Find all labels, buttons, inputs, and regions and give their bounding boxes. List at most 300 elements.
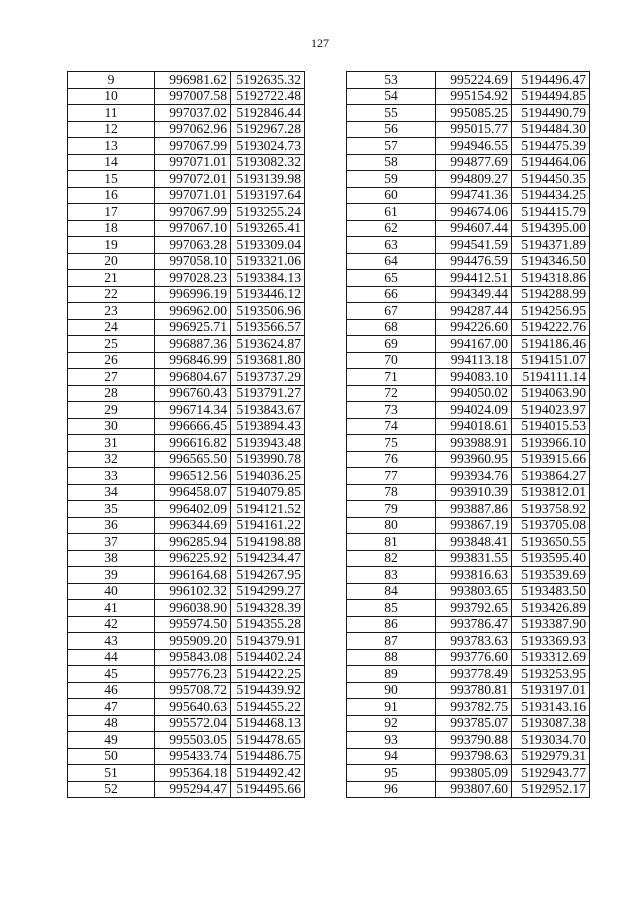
x-coordinate-cell: 994946.55 xyxy=(436,138,512,155)
table-row xyxy=(347,385,590,402)
y-coordinate-cell: 5194222.76 xyxy=(512,319,590,336)
x-coordinate-cell: 995776.23 xyxy=(155,666,231,683)
point-number-cell: 27 xyxy=(68,369,155,386)
table-row xyxy=(68,666,305,683)
x-coordinate-cell: 994541.59 xyxy=(436,237,512,254)
table-row xyxy=(68,121,305,138)
x-coordinate-cell: 996512.56 xyxy=(155,468,231,485)
table-row xyxy=(68,534,305,551)
y-coordinate-cell: 5193966.10 xyxy=(512,435,590,452)
table-row xyxy=(68,204,305,221)
table-row xyxy=(347,319,590,336)
x-coordinate-cell: 995433.74 xyxy=(155,748,231,765)
table-row xyxy=(68,682,305,699)
y-coordinate-cell: 5193034.70 xyxy=(512,732,590,749)
y-coordinate-cell: 5194468.13 xyxy=(231,715,305,732)
y-coordinate-cell: 5194494.85 xyxy=(512,88,590,105)
point-number-cell: 31 xyxy=(68,435,155,452)
point-number-cell: 79 xyxy=(347,501,436,518)
x-coordinate-cell: 993867.19 xyxy=(436,517,512,534)
table-row xyxy=(68,138,305,155)
point-number-cell: 52 xyxy=(68,781,155,798)
table-row xyxy=(347,732,590,749)
table-row xyxy=(347,72,590,89)
y-coordinate-cell: 5194186.46 xyxy=(512,336,590,353)
point-number-cell: 86 xyxy=(347,616,436,633)
table-row xyxy=(68,270,305,287)
point-number-cell: 83 xyxy=(347,567,436,584)
table-row xyxy=(347,369,590,386)
point-number-cell: 23 xyxy=(68,303,155,320)
table-row xyxy=(347,666,590,683)
x-coordinate-cell: 995843.08 xyxy=(155,649,231,666)
x-coordinate-cell: 997072.01 xyxy=(155,171,231,188)
x-coordinate-cell: 997007.58 xyxy=(155,88,231,105)
y-coordinate-cell: 5194422.25 xyxy=(231,666,305,683)
x-coordinate-cell: 997071.01 xyxy=(155,154,231,171)
x-coordinate-cell: 993780.81 xyxy=(436,682,512,699)
point-number-cell: 61 xyxy=(347,204,436,221)
x-coordinate-cell: 993805.09 xyxy=(436,765,512,782)
x-coordinate-cell: 997071.01 xyxy=(155,187,231,204)
y-coordinate-cell: 5194434.25 xyxy=(512,187,590,204)
x-coordinate-cell: 994877.69 xyxy=(436,154,512,171)
x-coordinate-cell: 993783.63 xyxy=(436,633,512,650)
y-coordinate-cell: 5194475.39 xyxy=(512,138,590,155)
point-number-cell: 95 xyxy=(347,765,436,782)
table-row xyxy=(68,220,305,237)
x-coordinate-cell: 995085.25 xyxy=(436,105,512,122)
table-row xyxy=(347,237,590,254)
point-number-cell: 22 xyxy=(68,286,155,303)
table-row xyxy=(68,319,305,336)
x-coordinate-cell: 996458.07 xyxy=(155,484,231,501)
y-coordinate-cell: 5193082.32 xyxy=(231,154,305,171)
y-coordinate-cell: 5194455.22 xyxy=(231,699,305,716)
point-number-cell: 63 xyxy=(347,237,436,254)
table-row xyxy=(347,121,590,138)
point-number-cell: 11 xyxy=(68,105,155,122)
y-coordinate-cell: 5194234.47 xyxy=(231,550,305,567)
x-coordinate-cell: 993785.07 xyxy=(436,715,512,732)
table-row xyxy=(68,402,305,419)
x-coordinate-cell: 993848.41 xyxy=(436,534,512,551)
y-coordinate-cell: 5194256.95 xyxy=(512,303,590,320)
x-coordinate-cell: 993910.39 xyxy=(436,484,512,501)
table-row xyxy=(68,352,305,369)
y-coordinate-cell: 5194379.91 xyxy=(231,633,305,650)
table-row xyxy=(347,451,590,468)
x-coordinate-cell: 996102.32 xyxy=(155,583,231,600)
table-row xyxy=(68,649,305,666)
point-number-cell: 81 xyxy=(347,534,436,551)
table-row xyxy=(68,253,305,270)
point-number-cell: 62 xyxy=(347,220,436,237)
table-row xyxy=(347,517,590,534)
table-row xyxy=(68,418,305,435)
table-row xyxy=(68,699,305,716)
point-number-cell: 18 xyxy=(68,220,155,237)
x-coordinate-cell: 994083.10 xyxy=(436,369,512,386)
table-row xyxy=(347,616,590,633)
point-number-cell: 67 xyxy=(347,303,436,320)
x-coordinate-cell: 995503.05 xyxy=(155,732,231,749)
point-number-cell: 74 xyxy=(347,418,436,435)
point-number-cell: 24 xyxy=(68,319,155,336)
x-coordinate-cell: 997067.99 xyxy=(155,138,231,155)
y-coordinate-cell: 5194496.47 xyxy=(512,72,590,89)
point-number-cell: 36 xyxy=(68,517,155,534)
point-number-cell: 46 xyxy=(68,682,155,699)
y-coordinate-cell: 5194023.97 xyxy=(512,402,590,419)
y-coordinate-cell: 5193143.16 xyxy=(512,699,590,716)
point-number-cell: 71 xyxy=(347,369,436,386)
table-row xyxy=(68,171,305,188)
x-coordinate-cell: 993776.60 xyxy=(436,649,512,666)
y-coordinate-cell: 5194079.85 xyxy=(231,484,305,501)
table-row xyxy=(68,105,305,122)
point-number-cell: 65 xyxy=(347,270,436,287)
table-row xyxy=(347,270,590,287)
x-coordinate-cell: 996402.09 xyxy=(155,501,231,518)
y-coordinate-cell: 5193791.27 xyxy=(231,385,305,402)
point-number-cell: 68 xyxy=(347,319,436,336)
y-coordinate-cell: 5193321.06 xyxy=(231,253,305,270)
y-coordinate-cell: 5193387.90 xyxy=(512,616,590,633)
point-number-cell: 56 xyxy=(347,121,436,138)
y-coordinate-cell: 5192635.32 xyxy=(231,72,305,89)
y-coordinate-cell: 5194395.00 xyxy=(512,220,590,237)
y-coordinate-cell: 5194328.39 xyxy=(231,600,305,617)
table-row xyxy=(347,715,590,732)
coordinates-table-right xyxy=(346,71,590,798)
table-row xyxy=(347,682,590,699)
point-number-cell: 57 xyxy=(347,138,436,155)
point-number-cell: 84 xyxy=(347,583,436,600)
y-coordinate-cell: 5194355.28 xyxy=(231,616,305,633)
point-number-cell: 85 xyxy=(347,600,436,617)
point-number-cell: 58 xyxy=(347,154,436,171)
table-row xyxy=(347,699,590,716)
point-number-cell: 73 xyxy=(347,402,436,419)
y-coordinate-cell: 5193990.78 xyxy=(231,451,305,468)
y-coordinate-cell: 5193139.98 xyxy=(231,171,305,188)
table-row xyxy=(347,220,590,237)
point-number-cell: 45 xyxy=(68,666,155,683)
y-coordinate-cell: 5194439.92 xyxy=(231,682,305,699)
y-coordinate-cell: 5193681.80 xyxy=(231,352,305,369)
x-coordinate-cell: 995154.92 xyxy=(436,88,512,105)
table-row xyxy=(347,402,590,419)
x-coordinate-cell: 995294.47 xyxy=(155,781,231,798)
y-coordinate-cell: 5194111.14 xyxy=(512,369,590,386)
y-coordinate-cell: 5194492.42 xyxy=(231,765,305,782)
x-coordinate-cell: 995572.04 xyxy=(155,715,231,732)
y-coordinate-cell: 5193595.40 xyxy=(512,550,590,567)
point-number-cell: 64 xyxy=(347,253,436,270)
y-coordinate-cell: 5193384.13 xyxy=(231,270,305,287)
point-number-cell: 19 xyxy=(68,237,155,254)
x-coordinate-cell: 994018.61 xyxy=(436,418,512,435)
coordinates-table-left-body xyxy=(68,72,305,798)
point-number-cell: 59 xyxy=(347,171,436,188)
x-coordinate-cell: 996344.69 xyxy=(155,517,231,534)
table-row xyxy=(68,385,305,402)
table-row xyxy=(347,88,590,105)
point-number-cell: 12 xyxy=(68,121,155,138)
x-coordinate-cell: 993786.47 xyxy=(436,616,512,633)
table-row xyxy=(347,633,590,650)
y-coordinate-cell: 5194267.95 xyxy=(231,567,305,584)
y-coordinate-cell: 5193265.41 xyxy=(231,220,305,237)
point-number-cell: 92 xyxy=(347,715,436,732)
x-coordinate-cell: 993831.55 xyxy=(436,550,512,567)
x-coordinate-cell: 993887.86 xyxy=(436,501,512,518)
x-coordinate-cell: 996565.50 xyxy=(155,451,231,468)
y-coordinate-cell: 5194371.89 xyxy=(512,237,590,254)
y-coordinate-cell: 5193894.43 xyxy=(231,418,305,435)
y-coordinate-cell: 5193446.12 xyxy=(231,286,305,303)
y-coordinate-cell: 5194484.30 xyxy=(512,121,590,138)
point-number-cell: 25 xyxy=(68,336,155,353)
x-coordinate-cell: 996285.94 xyxy=(155,534,231,551)
y-coordinate-cell: 5194402.24 xyxy=(231,649,305,666)
x-coordinate-cell: 996225.92 xyxy=(155,550,231,567)
table-row xyxy=(68,550,305,567)
point-number-cell: 48 xyxy=(68,715,155,732)
point-number-cell: 80 xyxy=(347,517,436,534)
y-coordinate-cell: 5193197.01 xyxy=(512,682,590,699)
point-number-cell: 66 xyxy=(347,286,436,303)
table-row xyxy=(68,237,305,254)
table-row xyxy=(68,435,305,452)
point-number-cell: 20 xyxy=(68,253,155,270)
point-number-cell: 42 xyxy=(68,616,155,633)
y-coordinate-cell: 5193758.92 xyxy=(512,501,590,518)
y-coordinate-cell: 5193087.38 xyxy=(512,715,590,732)
x-coordinate-cell: 993988.91 xyxy=(436,435,512,452)
x-coordinate-cell: 995708.72 xyxy=(155,682,231,699)
x-coordinate-cell: 993807.60 xyxy=(436,781,512,798)
x-coordinate-cell: 995015.77 xyxy=(436,121,512,138)
x-coordinate-cell: 994412.51 xyxy=(436,270,512,287)
y-coordinate-cell: 5193943.48 xyxy=(231,435,305,452)
table-row xyxy=(68,517,305,534)
page-number: 127 xyxy=(311,36,329,50)
y-coordinate-cell: 5193483.50 xyxy=(512,583,590,600)
y-coordinate-cell: 5194161.22 xyxy=(231,517,305,534)
table-row xyxy=(347,303,590,320)
point-number-cell: 14 xyxy=(68,154,155,171)
y-coordinate-cell: 5194151.07 xyxy=(512,352,590,369)
table-row xyxy=(68,303,305,320)
x-coordinate-cell: 996981.62 xyxy=(155,72,231,89)
point-number-cell: 34 xyxy=(68,484,155,501)
y-coordinate-cell: 5194464.06 xyxy=(512,154,590,171)
table-row xyxy=(68,781,305,798)
y-coordinate-cell: 5194063.90 xyxy=(512,385,590,402)
table-row xyxy=(347,484,590,501)
point-number-cell: 47 xyxy=(68,699,155,716)
table-row xyxy=(347,600,590,617)
point-number-cell: 94 xyxy=(347,748,436,765)
point-number-cell: 29 xyxy=(68,402,155,419)
x-coordinate-cell: 993782.75 xyxy=(436,699,512,716)
x-coordinate-cell: 996714.34 xyxy=(155,402,231,419)
x-coordinate-cell: 993792.65 xyxy=(436,600,512,617)
y-coordinate-cell: 5194486.75 xyxy=(231,748,305,765)
point-number-cell: 70 xyxy=(347,352,436,369)
x-coordinate-cell: 997067.10 xyxy=(155,220,231,237)
y-coordinate-cell: 5194299.27 xyxy=(231,583,305,600)
y-coordinate-cell: 5193705.08 xyxy=(512,517,590,534)
y-coordinate-cell: 5194121.52 xyxy=(231,501,305,518)
y-coordinate-cell: 5193915.66 xyxy=(512,451,590,468)
y-coordinate-cell: 5194198.88 xyxy=(231,534,305,551)
table-row xyxy=(347,204,590,221)
point-number-cell: 76 xyxy=(347,451,436,468)
table-row xyxy=(347,286,590,303)
y-coordinate-cell: 5193624.87 xyxy=(231,336,305,353)
x-coordinate-cell: 995224.69 xyxy=(436,72,512,89)
point-number-cell: 49 xyxy=(68,732,155,749)
y-coordinate-cell: 5194015.53 xyxy=(512,418,590,435)
point-number-cell: 77 xyxy=(347,468,436,485)
x-coordinate-cell: 994024.09 xyxy=(436,402,512,419)
point-number-cell: 10 xyxy=(68,88,155,105)
table-row xyxy=(347,781,590,798)
point-number-cell: 35 xyxy=(68,501,155,518)
table-row xyxy=(68,715,305,732)
point-number-cell: 91 xyxy=(347,699,436,716)
x-coordinate-cell: 993816.63 xyxy=(436,567,512,584)
y-coordinate-cell: 5194490.79 xyxy=(512,105,590,122)
table-row xyxy=(347,583,590,600)
point-number-cell: 53 xyxy=(347,72,436,89)
point-number-cell: 39 xyxy=(68,567,155,584)
x-coordinate-cell: 994167.00 xyxy=(436,336,512,353)
x-coordinate-cell: 996038.90 xyxy=(155,600,231,617)
point-number-cell: 43 xyxy=(68,633,155,650)
y-coordinate-cell: 5194415.79 xyxy=(512,204,590,221)
x-coordinate-cell: 994050.02 xyxy=(436,385,512,402)
point-number-cell: 13 xyxy=(68,138,155,155)
table-row xyxy=(347,154,590,171)
table-row xyxy=(347,105,590,122)
y-coordinate-cell: 5193255.24 xyxy=(231,204,305,221)
table-row xyxy=(68,451,305,468)
table-row xyxy=(347,534,590,551)
y-coordinate-cell: 5194346.50 xyxy=(512,253,590,270)
table-row xyxy=(68,336,305,353)
table-row xyxy=(347,435,590,452)
point-number-cell: 88 xyxy=(347,649,436,666)
point-number-cell: 89 xyxy=(347,666,436,683)
x-coordinate-cell: 994113.18 xyxy=(436,352,512,369)
y-coordinate-cell: 5193506.96 xyxy=(231,303,305,320)
point-number-cell: 15 xyxy=(68,171,155,188)
y-coordinate-cell: 5192952.17 xyxy=(512,781,590,798)
table-row xyxy=(68,154,305,171)
table-row xyxy=(347,468,590,485)
y-coordinate-cell: 5193253.95 xyxy=(512,666,590,683)
point-number-cell: 21 xyxy=(68,270,155,287)
point-number-cell: 44 xyxy=(68,649,155,666)
x-coordinate-cell: 996666.45 xyxy=(155,418,231,435)
table-row xyxy=(68,187,305,204)
table-row xyxy=(68,633,305,650)
table-row xyxy=(347,550,590,567)
table-row xyxy=(347,253,590,270)
y-coordinate-cell: 5193369.93 xyxy=(512,633,590,650)
table-row xyxy=(68,567,305,584)
x-coordinate-cell: 994741.36 xyxy=(436,187,512,204)
y-coordinate-cell: 5193312.69 xyxy=(512,649,590,666)
table-row xyxy=(347,352,590,369)
table-row xyxy=(68,583,305,600)
table-row xyxy=(347,171,590,188)
y-coordinate-cell: 5193812.01 xyxy=(512,484,590,501)
x-coordinate-cell: 994287.44 xyxy=(436,303,512,320)
y-coordinate-cell: 5193843.67 xyxy=(231,402,305,419)
point-number-cell: 60 xyxy=(347,187,436,204)
x-coordinate-cell: 996760.43 xyxy=(155,385,231,402)
x-coordinate-cell: 996925.71 xyxy=(155,319,231,336)
table-row xyxy=(68,765,305,782)
x-coordinate-cell: 993778.49 xyxy=(436,666,512,683)
point-number-cell: 78 xyxy=(347,484,436,501)
point-number-cell: 90 xyxy=(347,682,436,699)
y-coordinate-cell: 5193539.69 xyxy=(512,567,590,584)
x-coordinate-cell: 995974.50 xyxy=(155,616,231,633)
table-row xyxy=(68,72,305,89)
table-row xyxy=(347,336,590,353)
table-row xyxy=(68,468,305,485)
y-coordinate-cell: 5192967.28 xyxy=(231,121,305,138)
y-coordinate-cell: 5193426.89 xyxy=(512,600,590,617)
x-coordinate-cell: 993790.88 xyxy=(436,732,512,749)
x-coordinate-cell: 993934.76 xyxy=(436,468,512,485)
y-coordinate-cell: 5194495.66 xyxy=(231,781,305,798)
point-number-cell: 96 xyxy=(347,781,436,798)
x-coordinate-cell: 993960.95 xyxy=(436,451,512,468)
x-coordinate-cell: 994226.60 xyxy=(436,319,512,336)
table-row xyxy=(347,567,590,584)
point-number-cell: 72 xyxy=(347,385,436,402)
x-coordinate-cell: 995364.18 xyxy=(155,765,231,782)
point-number-cell: 28 xyxy=(68,385,155,402)
table-row xyxy=(68,748,305,765)
table-row xyxy=(347,501,590,518)
point-number-cell: 75 xyxy=(347,435,436,452)
y-coordinate-cell: 5194478.65 xyxy=(231,732,305,749)
y-coordinate-cell: 5192943.77 xyxy=(512,765,590,782)
y-coordinate-cell: 5193197.64 xyxy=(231,187,305,204)
point-number-cell: 17 xyxy=(68,204,155,221)
point-number-cell: 26 xyxy=(68,352,155,369)
x-coordinate-cell: 994607.44 xyxy=(436,220,512,237)
x-coordinate-cell: 995909.20 xyxy=(155,633,231,650)
point-number-cell: 69 xyxy=(347,336,436,353)
x-coordinate-cell: 993798.63 xyxy=(436,748,512,765)
y-coordinate-cell: 5194036.25 xyxy=(231,468,305,485)
x-coordinate-cell: 993803.65 xyxy=(436,583,512,600)
x-coordinate-cell: 994476.59 xyxy=(436,253,512,270)
y-coordinate-cell: 5193566.57 xyxy=(231,319,305,336)
point-number-cell: 9 xyxy=(68,72,155,89)
coordinates-table-right-body xyxy=(347,72,590,798)
table-row xyxy=(68,616,305,633)
